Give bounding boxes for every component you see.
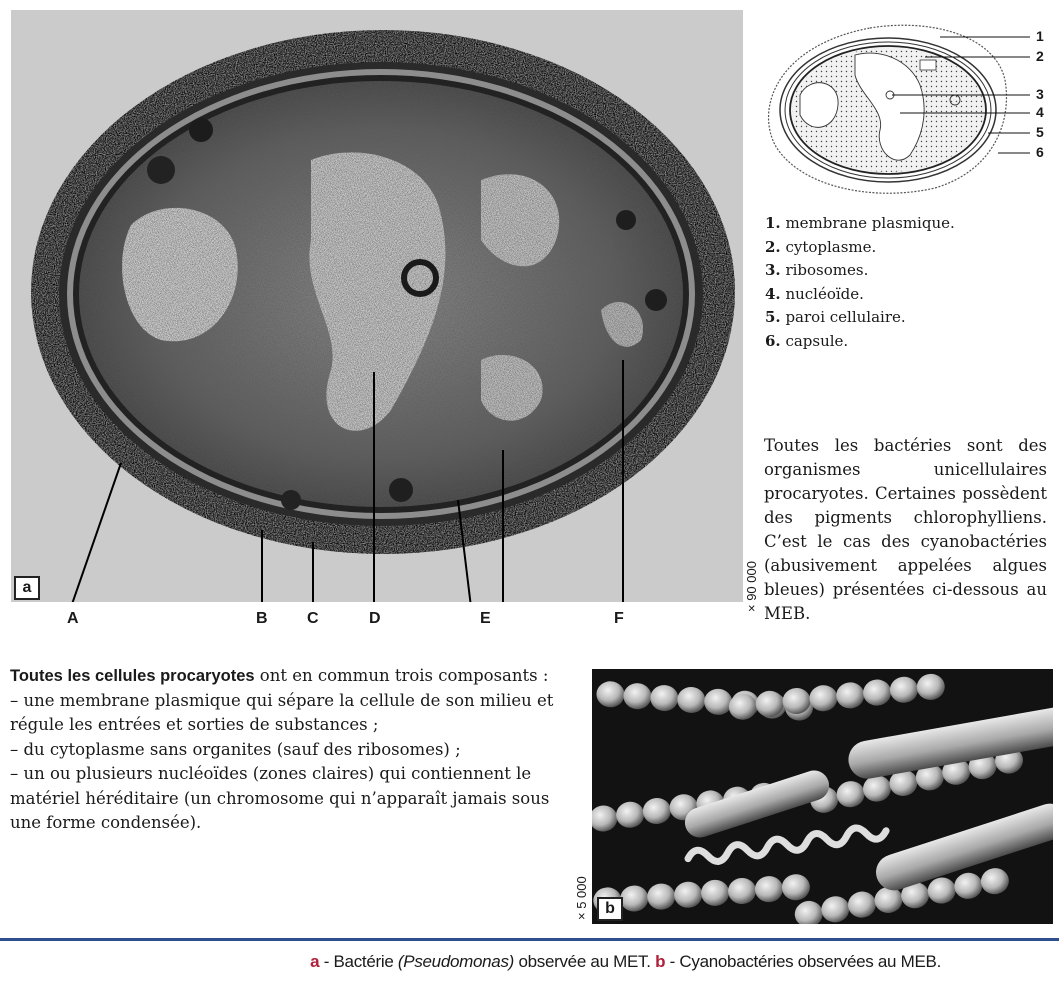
bacterium-schema	[760, 20, 1055, 205]
legend-item: 5. paroi cellulaire.	[765, 308, 906, 326]
schema-number-4: 4	[1036, 104, 1044, 120]
pointer-label-f: F	[614, 610, 624, 627]
prokaryote-item: – un ou plusieurs nucléoïdes (zones claires) qui contiennent le matériel héréditaire (un chromosome qui n’apparaît jamais sous une forme condensée).	[10, 764, 550, 832]
legend-item: 6. capsule.	[765, 331, 849, 350]
schema-drawing	[760, 20, 1055, 205]
cyanobacteria-sem-image	[592, 669, 1053, 924]
figure-a-magnification: × 90 000	[744, 561, 759, 612]
pointer-label-b: B	[256, 610, 268, 627]
tem-micrograph	[11, 10, 743, 602]
schema-number-6: 6	[1036, 144, 1044, 160]
prokaryote-lead: Toutes les cellules procaryotes ont en commun trois composants :	[10, 666, 549, 685]
schema-number-1: 1	[1036, 28, 1044, 44]
caption-rule	[0, 938, 1059, 941]
legend-item: 2. cytoplasme.	[765, 237, 877, 256]
legend-item: 4. nucléoïde.	[765, 284, 864, 303]
figure-a-tag: a	[14, 576, 40, 600]
pointer-label-a: A	[67, 610, 79, 627]
figure-b-tag: b	[597, 897, 623, 921]
bacterium-tem-image	[11, 10, 743, 602]
legend-item: 3. ribosomes.	[765, 261, 869, 279]
cyanobacteria-intro: Toutes les bactéries sont des organismes unicellulaires procaryotes. Certaines possèdent des pigments chlorophylliens. C’est le cas des cyanobactéries (abusivement appelées algues bleues) présentées ci-dessous au MEB.	[764, 436, 1047, 623]
figure-caption: a - Bactérie (Pseudomonas) observée au MET. b - Cyanobactéries observées au MEB.	[310, 952, 941, 971]
schema-number-5: 5	[1036, 124, 1044, 140]
legend-item: 1. membrane plasmique.	[765, 214, 955, 232]
pointer-label-c: C	[307, 610, 319, 627]
schema-number-2: 2	[1036, 48, 1044, 64]
schema-number-3: 3	[1036, 86, 1044, 102]
prokaryote-item: – une membrane plasmique qui sépare la cellule de son milieu et régule les entrées et sorties de substances ;	[10, 690, 554, 734]
prokaryote-description	[10, 664, 558, 836]
pointer-label-e: E	[480, 610, 491, 627]
pointer-label-d: D	[369, 610, 381, 627]
prokaryote-item: – du cytoplasme sans organites (sauf des ribosomes) ;	[10, 739, 461, 759]
sem-micrograph	[592, 669, 1053, 924]
figure-b-magnification: × 5 000	[574, 876, 589, 920]
schema-legend	[765, 212, 955, 353]
